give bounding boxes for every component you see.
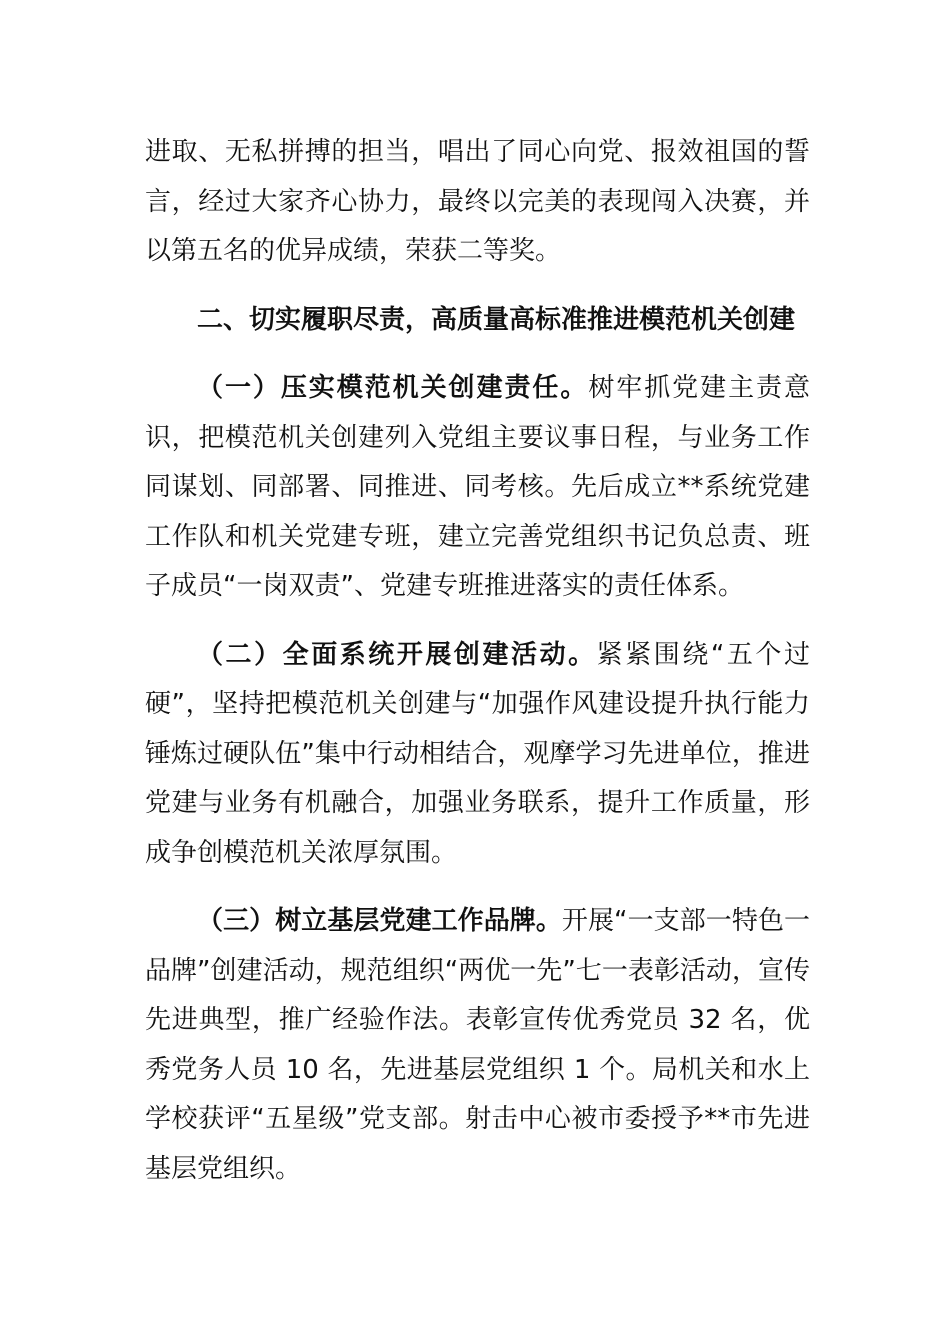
document-page [145,128,810,1194]
item-lead-2: （二）全面系统开展创建活动。 [197,639,597,670]
item-body-1: 树牢抓党建主责意识，把模范机关创建列入党组主要议事日程，与业务工作同谋划、同部署、同推进、同考核。先后成立**系统党建工作队和机关党建专班，建立完善党组织书记负总责、班子成员“一岗双责”、党建专班推进落实的责任体系。 [145,373,810,601]
item-body-2: 紧紧围绕“五个过硬”，坚持把模范机关创建与“加强作风建设提升执行能力锤炼过硬队伍”集中行动相结合，观摩学习先进单位，推进党建与业务有机融合，加强业务联系，提升工作质量，形成争创模范机关浓厚氛围。 [145,639,810,868]
item-lead-3: （三）树立基层党建工作品牌。 [197,906,562,936]
item-body-3: 开展“一支部一特色一品牌”创建活动，规范组织“两优一先”七一表彰活动，宣传先进典型，推广经验作法。表彰宣传优秀党员 32 名，优秀党务人员 10 名，先进基层党组织 1 个。局机关和水上学校获评“五星级”党支部。射击中心被市委授予**市先进基层党组织。 [145,906,810,1184]
item-paragraph-2 [145,631,810,879]
continuation-paragraph: 进取、无私拼搏的担当，唱出了同心向党、报效祖国的誓言，经过大家齐心协力，最终以完美的表现闯入决赛，并以第五名的优异成绩，荣获二等奖。 [145,137,810,266]
section-heading: 二、切实履职尽责，高质量高标准推进模范机关创建 [197,304,796,335]
item-lead-1: （一）压实模范机关创建责任。 [197,373,589,403]
item-paragraph-1 [145,364,810,612]
item-paragraph-3 [145,897,810,1194]
